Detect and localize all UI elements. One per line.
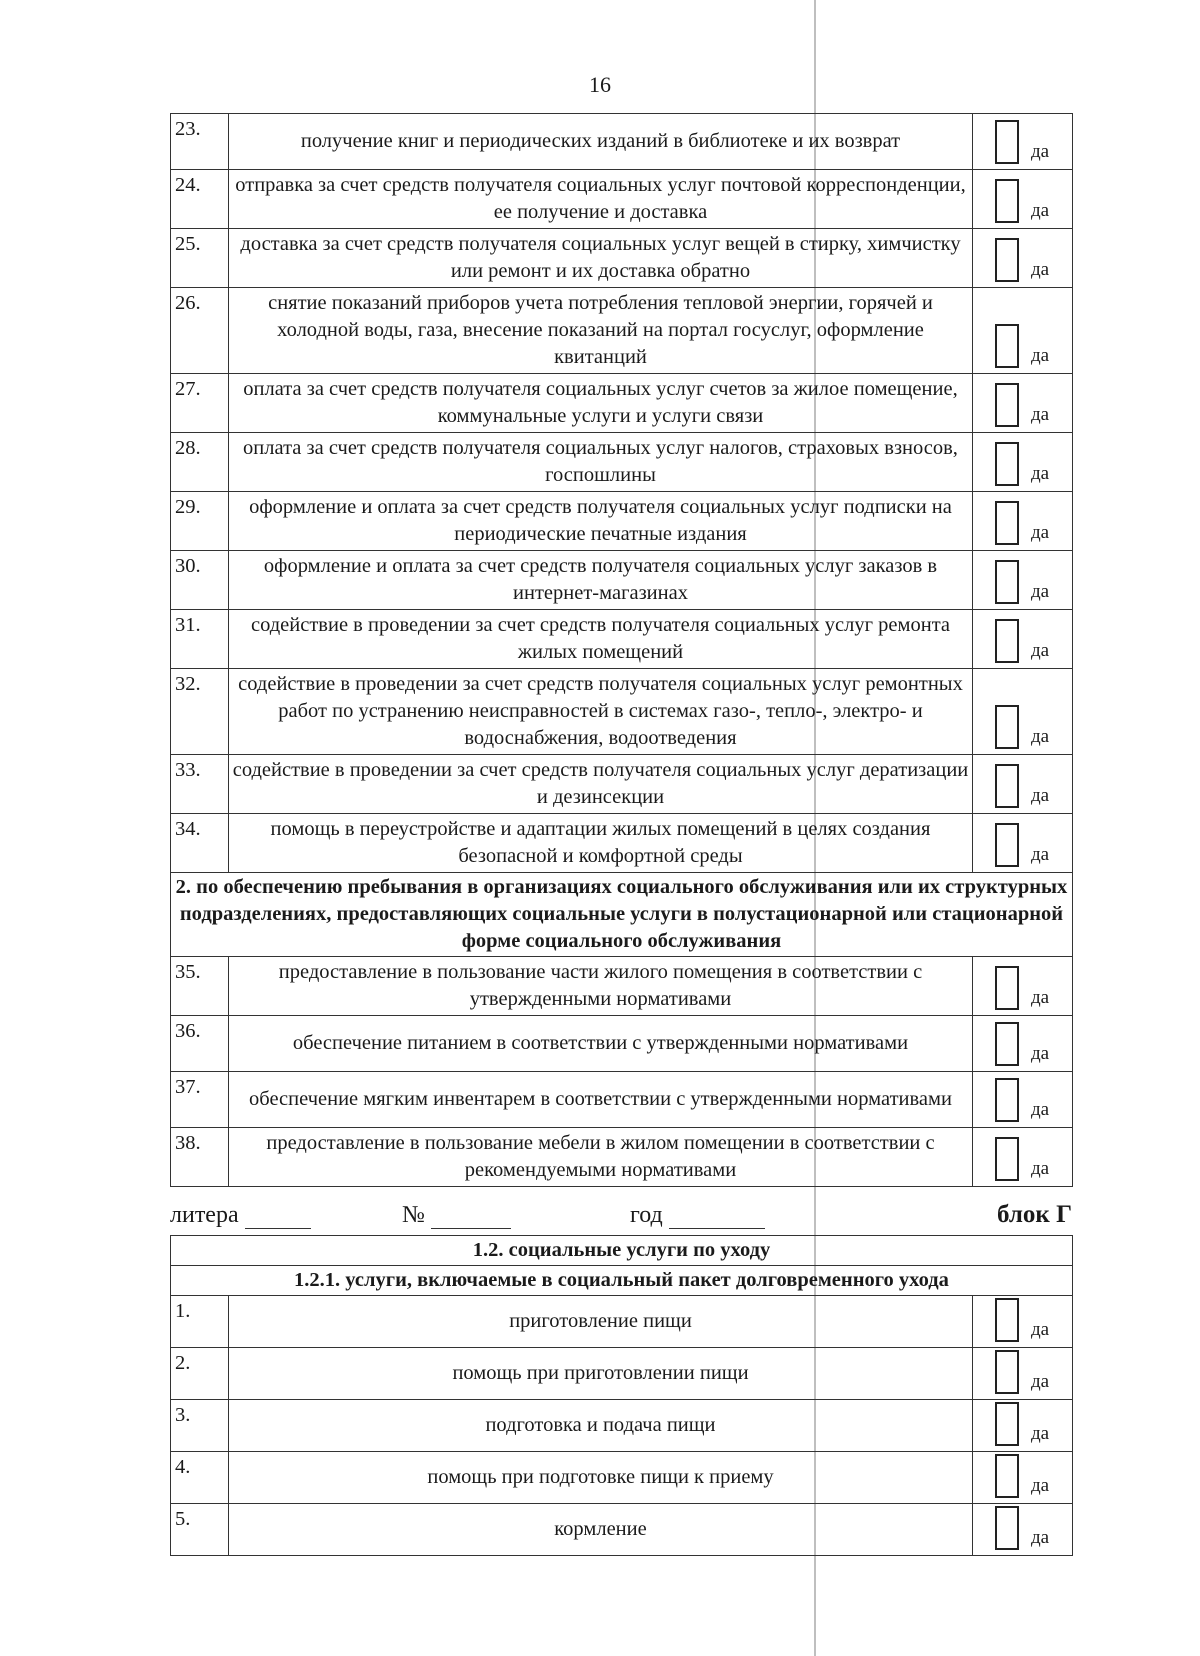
yes-checkbox[interactable] [995, 1506, 1019, 1550]
row-description: помощь в переустройстве и адаптации жилых помещений в целях создания безопасной и комфортной среды [229, 814, 973, 873]
yes-checkbox[interactable] [995, 705, 1019, 749]
row-number: 36. [171, 1016, 229, 1072]
table-row [171, 433, 1073, 492]
yes-label: да [1031, 1475, 1050, 1496]
litera-field [170, 1202, 239, 1229]
row-number: 25. [171, 229, 229, 288]
row-number: 35. [171, 957, 229, 1016]
subheading-row [171, 1266, 1073, 1296]
table-row [171, 755, 1073, 814]
services-table-2 [170, 1235, 1073, 1556]
yes-label: да [1031, 200, 1050, 221]
yes-checkbox[interactable] [995, 324, 1019, 368]
row-number: 23. [171, 114, 229, 170]
yes-label: да [1031, 844, 1050, 865]
yes-label: да [1031, 141, 1050, 162]
yes-label: да [1031, 640, 1050, 661]
yes-checkbox[interactable] [995, 238, 1019, 282]
yes-label: да [1031, 1527, 1050, 1548]
number-blank[interactable] [431, 1210, 511, 1229]
yes-checkbox[interactable] [995, 1298, 1019, 1342]
section-row [171, 873, 1073, 957]
row-checkbox-cell [973, 114, 1073, 170]
checkbox-group [995, 442, 1049, 486]
yes-label: да [1031, 1371, 1050, 1392]
row-description: обеспечение питанием в соответствии с утвержденными нормативами [229, 1016, 973, 1072]
row-number: 30. [171, 551, 229, 610]
row-description: доставка за счет средств получателя социальных услуг вещей в стирку, химчистку или ремонт и их доставка обратно [229, 229, 973, 288]
yes-checkbox[interactable] [995, 1402, 1019, 1446]
yes-checkbox[interactable] [995, 1022, 1019, 1066]
table-row [171, 551, 1073, 610]
table-row [171, 1072, 1073, 1128]
checkbox-group [995, 619, 1049, 663]
row-description: содействие в проведении за счет средств получателя социальных услуг ремонтных работ по устранению неисправностей в системах газо-, тепло-, электро- и водоснабжения, водоотведения [229, 669, 973, 755]
yes-checkbox[interactable] [995, 823, 1019, 867]
row-description: помощь при подготовке пищи к приему [229, 1452, 973, 1504]
block-header [170, 1195, 1072, 1229]
yes-label: да [1031, 987, 1050, 1008]
year-field [630, 1202, 663, 1229]
row-checkbox-cell [973, 1296, 1073, 1348]
row-number: 2. [171, 1348, 229, 1400]
checkbox-group [995, 1298, 1049, 1342]
table-row [171, 492, 1073, 551]
checkbox-group [995, 1350, 1049, 1394]
row-checkbox-cell [973, 170, 1073, 229]
row-number: 34. [171, 814, 229, 873]
year-label: год [630, 1202, 663, 1228]
row-number: 31. [171, 610, 229, 669]
row-checkbox-cell [973, 1128, 1073, 1187]
yes-checkbox[interactable] [995, 1078, 1019, 1122]
yes-checkbox[interactable] [995, 383, 1019, 427]
yes-label: да [1031, 1423, 1050, 1444]
table-row [171, 1348, 1073, 1400]
row-checkbox-cell [973, 1016, 1073, 1072]
yes-label: да [1031, 726, 1050, 747]
yes-checkbox[interactable] [995, 1137, 1019, 1181]
row-number: 5. [171, 1504, 229, 1556]
checkbox-group [995, 1506, 1049, 1550]
row-checkbox-cell [973, 288, 1073, 374]
row-description: получение книг и периодических изданий в библиотеке и их возврат [229, 114, 973, 170]
yes-label: да [1031, 1099, 1050, 1120]
yes-label: да [1031, 463, 1050, 484]
row-description: содействие в проведении за счет средств получателя социальных услуг ремонта жилых помещений [229, 610, 973, 669]
checkbox-group [995, 1078, 1049, 1122]
year-blank[interactable] [669, 1210, 765, 1229]
row-number: 28. [171, 433, 229, 492]
litera-blank[interactable] [245, 1210, 311, 1229]
row-checkbox-cell [973, 229, 1073, 288]
table-row [171, 1452, 1073, 1504]
yes-label: да [1031, 259, 1050, 280]
yes-checkbox[interactable] [995, 966, 1019, 1010]
row-description: предоставление в пользование части жилого помещения в соответствии с утвержденными нормативами [229, 957, 973, 1016]
table-row [171, 1296, 1073, 1348]
table-row [171, 229, 1073, 288]
services-table-1 [170, 113, 1073, 1187]
table-row [171, 957, 1073, 1016]
table-row [171, 288, 1073, 374]
yes-label: да [1031, 1043, 1050, 1064]
row-description: обеспечение мягким инвентарем в соответствии с утвержденными нормативами [229, 1072, 973, 1128]
table-row [171, 374, 1073, 433]
row-description: предоставление в пользование мебели в жилом помещении в соответствии с рекомендуемыми нормативами [229, 1128, 973, 1187]
checkbox-group [995, 120, 1049, 164]
yes-label: да [1031, 581, 1050, 602]
number-field [402, 1202, 425, 1229]
yes-checkbox[interactable] [995, 179, 1019, 223]
checkbox-group [995, 179, 1049, 223]
table2-subheading: 1.2.1. услуги, включаемые в социальный пакет долговременного ухода [171, 1266, 1073, 1296]
table-row [171, 1400, 1073, 1452]
row-description: оплата за счет средств получателя социальных услуг счетов за жилое помещение, коммунальные услуги и услуги связи [229, 374, 973, 433]
row-checkbox-cell [973, 1400, 1073, 1452]
row-number: 4. [171, 1452, 229, 1504]
checkbox-group [995, 383, 1049, 427]
row-checkbox-cell [973, 551, 1073, 610]
row-description: приготовление пищи [229, 1296, 973, 1348]
row-checkbox-cell [973, 374, 1073, 433]
yes-label: да [1031, 1158, 1050, 1179]
checkbox-group [995, 705, 1049, 749]
row-number: 3. [171, 1400, 229, 1452]
page-number: 16 [589, 72, 611, 97]
yes-checkbox[interactable] [995, 120, 1019, 164]
row-number: 29. [171, 492, 229, 551]
row-checkbox-cell [973, 814, 1073, 873]
block-label: блок Г [997, 1201, 1072, 1228]
row-number: 37. [171, 1072, 229, 1128]
checkbox-group [995, 501, 1049, 545]
yes-label: да [1031, 404, 1050, 425]
yes-label: да [1031, 522, 1050, 543]
checkbox-group [995, 324, 1049, 368]
table-row [171, 814, 1073, 873]
row-description: оформление и оплата за счет средств получателя социальных услуг заказов в интернет-магазинах [229, 551, 973, 610]
checkbox-group [995, 1402, 1049, 1446]
table-row [171, 669, 1073, 755]
yes-checkbox[interactable] [995, 1454, 1019, 1498]
row-number: 38. [171, 1128, 229, 1187]
row-number: 24. [171, 170, 229, 229]
row-checkbox-cell [973, 1348, 1073, 1400]
table-row [171, 170, 1073, 229]
section-2-title: 2. по обеспечению пребывания в организациях социального обслуживания или их структурных подразделениях, предоставляющих социальные услуги в полустационарной или стационарной форме социального обслуживания [171, 873, 1073, 957]
yes-label: да [1031, 345, 1050, 366]
row-checkbox-cell [973, 433, 1073, 492]
row-checkbox-cell [973, 610, 1073, 669]
checkbox-group [995, 560, 1049, 604]
checkbox-group [995, 1454, 1049, 1498]
row-checkbox-cell [973, 669, 1073, 755]
table-row [171, 1128, 1073, 1187]
checkbox-group [995, 1137, 1049, 1181]
heading-row [171, 1236, 1073, 1266]
row-number: 26. [171, 288, 229, 374]
row-number: 1. [171, 1296, 229, 1348]
row-number: 32. [171, 669, 229, 755]
checkbox-group [995, 823, 1049, 867]
table-row [171, 1504, 1073, 1556]
row-description: отправка за счет средств получателя социальных услуг почтовой корреспонденции, ее получение и доставка [229, 170, 973, 229]
yes-checkbox[interactable] [995, 619, 1019, 663]
yes-checkbox[interactable] [995, 442, 1019, 486]
checkbox-group [995, 966, 1049, 1010]
table2-heading: 1.2. социальные услуги по уходу [171, 1236, 1073, 1266]
row-description: оформление и оплата за счет средств получателя социальных услуг подписки на периодические печатные издания [229, 492, 973, 551]
litera-label: литера [170, 1202, 239, 1228]
row-description: оплата за счет средств получателя социальных услуг налогов, страховых взносов, госпошлины [229, 433, 973, 492]
row-description: подготовка и подача пищи [229, 1400, 973, 1452]
table-row [171, 1016, 1073, 1072]
row-description: содействие в проведении за счет средств получателя социальных услуг дератизации и дезинсекции [229, 755, 973, 814]
row-number: 33. [171, 755, 229, 814]
yes-checkbox[interactable] [995, 764, 1019, 808]
yes-checkbox[interactable] [995, 560, 1019, 604]
yes-label: да [1031, 785, 1050, 806]
row-checkbox-cell [973, 755, 1073, 814]
yes-checkbox[interactable] [995, 1350, 1019, 1394]
row-checkbox-cell [973, 1452, 1073, 1504]
checkbox-group [995, 238, 1049, 282]
row-description: помощь при приготовлении пищи [229, 1348, 973, 1400]
table-row [171, 114, 1073, 170]
checkbox-group [995, 1022, 1049, 1066]
row-checkbox-cell [973, 1504, 1073, 1556]
yes-label: да [1031, 1319, 1050, 1340]
yes-checkbox[interactable] [995, 501, 1019, 545]
row-description: кормление [229, 1504, 973, 1556]
row-description: снятие показаний приборов учета потребления тепловой энергии, горячей и холодной воды, газа, внесение показаний на портал госуслуг, оформление квитанций [229, 288, 973, 374]
number-label: № [402, 1202, 425, 1228]
row-checkbox-cell [973, 492, 1073, 551]
row-number: 27. [171, 374, 229, 433]
row-checkbox-cell [973, 1072, 1073, 1128]
row-checkbox-cell [973, 957, 1073, 1016]
table-row [171, 610, 1073, 669]
checkbox-group [995, 764, 1049, 808]
